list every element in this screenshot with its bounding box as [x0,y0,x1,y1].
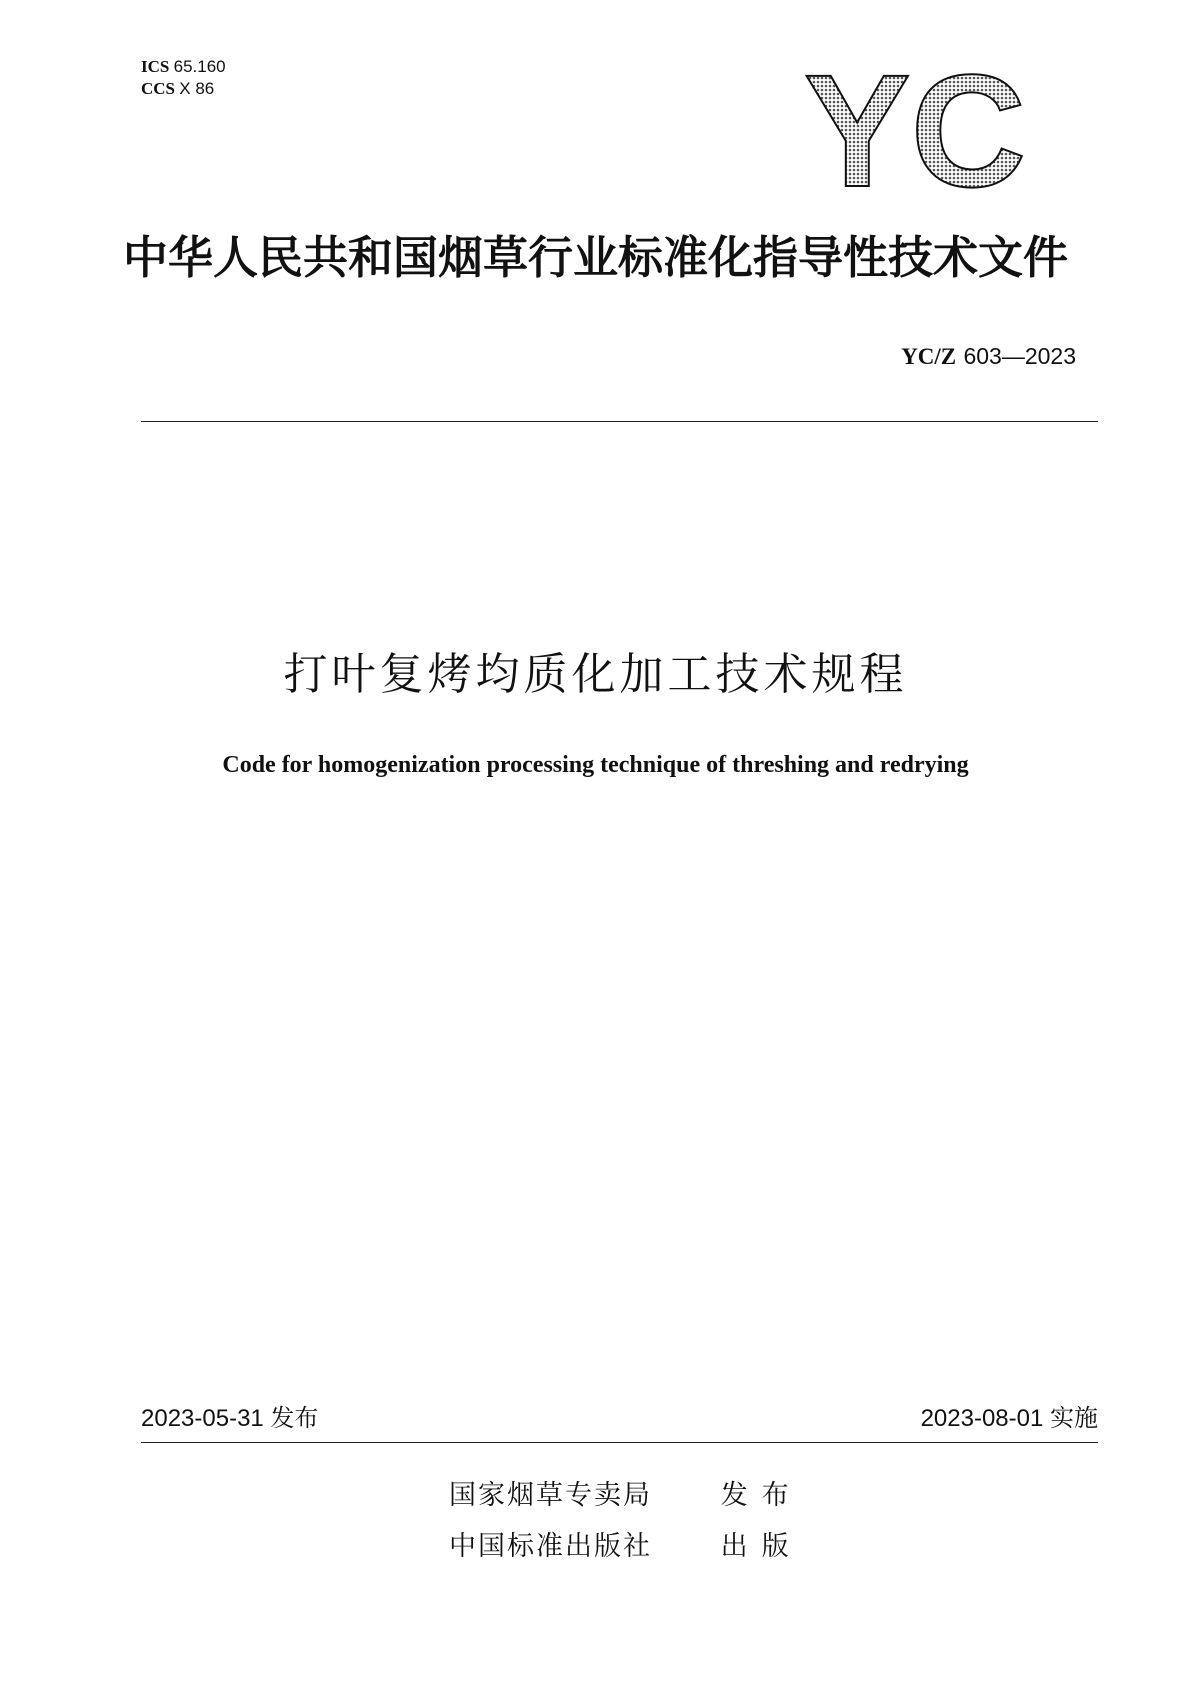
issuer-role: 出版 [720,1531,803,1562]
ics-line [141,56,226,78]
title-chinese: 打叶复烤均质化加工技术规程 [283,649,908,700]
document-classification-title: 中华人民共和国烟草行业标准化指导性技术文件 [122,231,1068,284]
yc-logo-text: YC [803,60,1027,200]
doc-number-prefix: YC/Z [901,344,957,369]
header-divider [141,421,1098,422]
implement-date: 2023-08-01 实施 [920,1405,1098,1432]
ics-label: ICS [141,57,170,76]
ccs-line [141,78,226,100]
ccs-code: X 86 [179,79,215,98]
publish-date: 2023-05-31 发布 [141,1405,319,1432]
issuer-row [449,1530,803,1564]
document-number [901,341,1076,372]
issuer-role: 发布 [720,1480,803,1511]
doc-number-value: 603—2023 [963,343,1076,369]
title-english: Code for homogenization processing technique of threshing and redrying [222,752,969,778]
issuer-row [449,1479,803,1513]
issuer-org: 中国标准出版社 [449,1531,652,1562]
issuer-org: 国家烟草专卖局 [449,1480,652,1511]
footer-divider [141,1442,1098,1443]
ics-code: 65.160 [173,57,226,76]
classification-codes [141,56,226,100]
ccs-label: CCS [141,79,176,98]
yc-logo [800,60,1030,200]
